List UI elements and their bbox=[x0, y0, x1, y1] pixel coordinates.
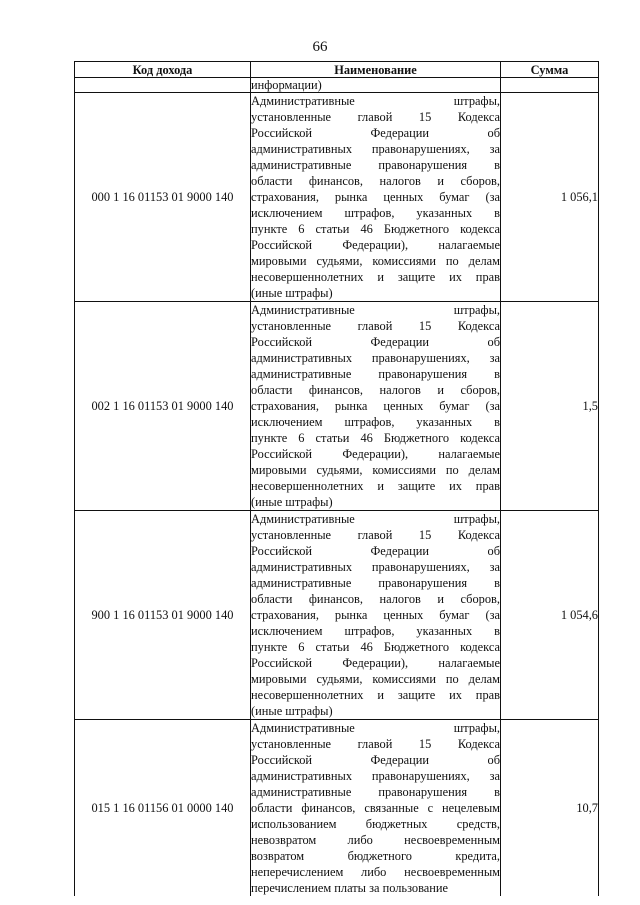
cell-name bbox=[251, 78, 501, 93]
name-line: невозвратом либо несвоевременным bbox=[251, 833, 500, 847]
cell-sum bbox=[501, 78, 599, 93]
name-line: административных правонарушениях, за bbox=[251, 351, 500, 365]
name-line: административные правонарушения в bbox=[251, 576, 500, 590]
name-line: пункте 6 статьи 46 Бюджетного кодекса bbox=[251, 640, 500, 654]
header-row bbox=[75, 62, 599, 78]
table-row bbox=[75, 720, 599, 897]
name-line: исключением штрафов, указанных в bbox=[251, 415, 500, 429]
cell-code: 015 1 16 01156 01 0000 140 bbox=[75, 720, 251, 897]
name-line: установленные главой 15 Кодекса bbox=[251, 110, 500, 124]
name-line: мировыми судьями, комиссиями по делам bbox=[251, 463, 500, 477]
name-line: несовершеннолетних и защите их прав bbox=[251, 688, 500, 702]
name-line: использованием бюджетных средств, bbox=[251, 817, 500, 831]
name-line: Российской Федерации об bbox=[251, 544, 500, 558]
name-line: неперечислением либо несвоевременным bbox=[251, 865, 500, 879]
name-line: мировыми судьями, комиссиями по делам bbox=[251, 254, 500, 268]
table-row-continuation bbox=[75, 78, 599, 93]
name-line: административные правонарушения в bbox=[251, 367, 500, 381]
name-line: несовершеннолетних и защите их прав bbox=[251, 479, 500, 493]
name-line: (иные штрафы) bbox=[251, 704, 333, 718]
name-line: пункте 6 статьи 46 Бюджетного кодекса bbox=[251, 431, 500, 445]
name-line: Административные штрафы, bbox=[251, 94, 500, 108]
name-line: Российской Федерации об bbox=[251, 335, 500, 349]
name-line: (иные штрафы) bbox=[251, 495, 333, 509]
cell-name bbox=[251, 511, 501, 720]
header-sum: Сумма bbox=[501, 62, 599, 78]
cell-code: 000 1 16 01153 01 9000 140 bbox=[75, 93, 251, 302]
name-line: Российской Федерации), налагаемые bbox=[251, 656, 500, 670]
cell-sum: 1 056,1 bbox=[501, 93, 599, 302]
name-line: несовершеннолетних и защите их прав bbox=[251, 270, 500, 284]
header-name: Наименование bbox=[251, 62, 501, 78]
name-line: области финансов, связанные с нецелевым bbox=[251, 801, 500, 815]
name-line: установленные главой 15 Кодекса bbox=[251, 319, 500, 333]
name-line: области финансов, налогов и сборов, bbox=[251, 383, 500, 397]
name-line: установленные главой 15 Кодекса bbox=[251, 737, 500, 751]
name-line: перечислением платы за пользование bbox=[251, 881, 449, 895]
name-line: административных правонарушениях, за bbox=[251, 769, 500, 783]
name-line: области финансов, налогов и сборов, bbox=[251, 174, 500, 188]
name-line: Российской Федерации об bbox=[251, 753, 500, 767]
name-line: Российской Федерации об bbox=[251, 126, 500, 140]
cell-code: 900 1 16 01153 01 9000 140 bbox=[75, 511, 251, 720]
name-line: Административные штрафы, bbox=[251, 512, 500, 526]
name-line: исключением штрафов, указанных в bbox=[251, 624, 500, 638]
table-row bbox=[75, 93, 599, 302]
name-line: исключением штрафов, указанных в bbox=[251, 206, 500, 220]
header-code: Код дохода bbox=[75, 62, 251, 78]
cell-name bbox=[251, 302, 501, 511]
table-row bbox=[75, 302, 599, 511]
name-line: Российской Федерации), налагаемые bbox=[251, 238, 500, 252]
name-line: страхования, рынка ценных бумаг (за bbox=[251, 190, 500, 204]
cell-name bbox=[251, 93, 501, 302]
page-number: 66 bbox=[312, 39, 328, 55]
name-line: Административные штрафы, bbox=[251, 721, 500, 735]
name-line: области финансов, налогов и сборов, bbox=[251, 592, 500, 606]
name-line: (иные штрафы) bbox=[251, 286, 333, 300]
cell-name bbox=[251, 720, 501, 897]
table-header bbox=[75, 62, 599, 78]
cell-sum: 1,5 bbox=[501, 302, 599, 511]
name-line: административных правонарушениях, за bbox=[251, 560, 500, 574]
cell-sum: 10,7 bbox=[501, 720, 599, 897]
name-line: пункте 6 статьи 46 Бюджетного кодекса bbox=[251, 222, 500, 236]
table-body bbox=[75, 78, 599, 897]
name-line: страхования, рынка ценных бумаг (за bbox=[251, 399, 500, 413]
name-line: страхования, рынка ценных бумаг (за bbox=[251, 608, 500, 622]
name-line: информации) bbox=[251, 78, 322, 92]
table-row bbox=[75, 511, 599, 720]
name-line: административные правонарушения в bbox=[251, 158, 500, 172]
name-line: Административные штрафы, bbox=[251, 303, 500, 317]
name-line: административных правонарушениях, за bbox=[251, 142, 500, 156]
cell-code bbox=[75, 78, 251, 93]
name-line: административные правонарушения в bbox=[251, 785, 500, 799]
name-line: установленные главой 15 Кодекса bbox=[251, 528, 500, 542]
name-line: Российской Федерации), налагаемые bbox=[251, 447, 500, 461]
revenue-table bbox=[74, 61, 599, 896]
cell-sum: 1 054,6 bbox=[501, 511, 599, 720]
name-line: мировыми судьями, комиссиями по делам bbox=[251, 672, 500, 686]
name-line: возвратом бюджетного кредита, bbox=[251, 849, 500, 863]
cell-code: 002 1 16 01153 01 9000 140 bbox=[75, 302, 251, 511]
